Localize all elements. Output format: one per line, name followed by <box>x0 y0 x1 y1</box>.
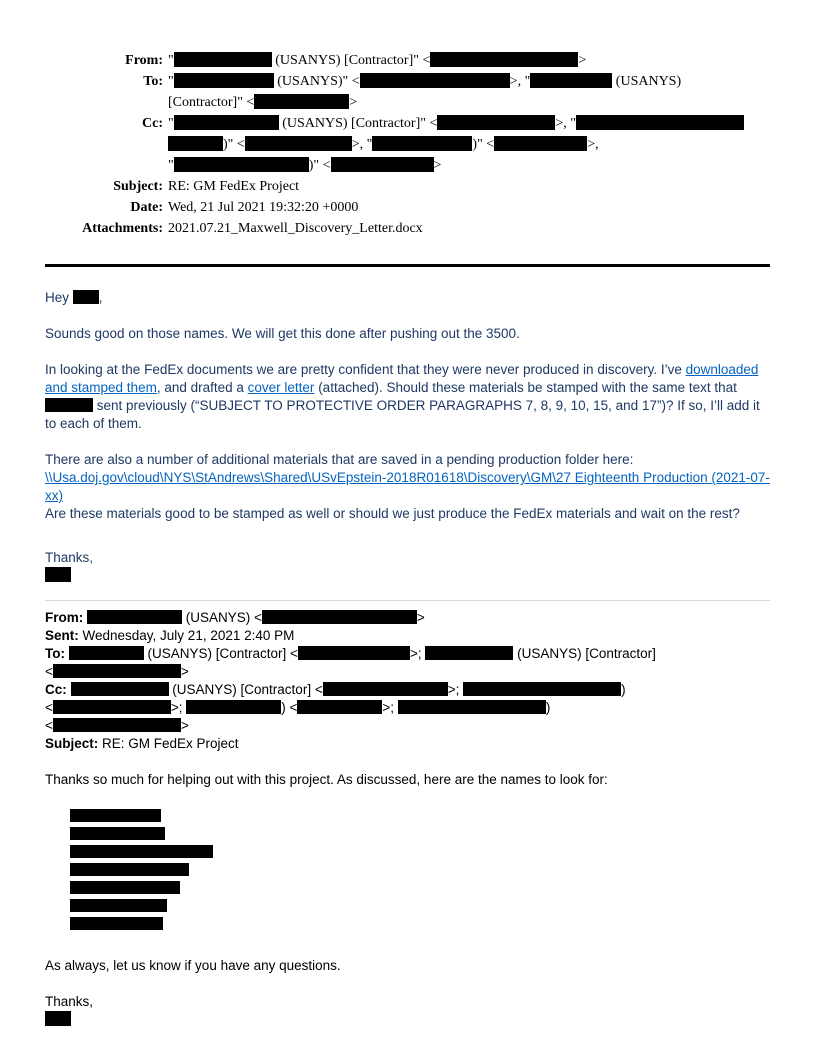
quoted-value-from: (USANYS) < > <box>83 610 425 625</box>
quoted-header-sent <box>45 627 770 645</box>
redaction-box <box>262 610 417 624</box>
header-row-date <box>45 197 770 218</box>
header-label-subject: Subject: <box>113 179 163 194</box>
redaction-box <box>297 700 382 714</box>
header-label-cc: Cc: <box>142 116 163 131</box>
redaction-box <box>576 115 744 130</box>
quoted-label-from: From: <box>45 610 84 625</box>
quoted-signature-redacted <box>45 1011 770 1029</box>
quoted-label-cc: Cc: <box>45 682 67 697</box>
redaction-box <box>73 290 99 304</box>
header-value-subject: RE: GM FedEx Project <box>168 179 300 194</box>
redaction-box <box>360 73 510 88</box>
redaction-box <box>87 610 182 624</box>
header-label-date: Date: <box>130 200 163 215</box>
quoted-paragraph-thanks-helping: Thanks so much for helping out with this project. As discussed, here are the names to look for: <box>45 772 608 787</box>
redaction-box <box>53 664 181 678</box>
redaction-box <box>69 646 144 660</box>
hyperlink[interactable]: downloaded and stamped them <box>45 362 759 395</box>
header-value-to: " (USANYS)" < >, " (USANYS) [Contractor]" < > <box>168 74 682 110</box>
header-row-subject <box>45 176 770 197</box>
hyperlink[interactable]: \\Usa.doj.gov\cloud\NYS\StAndrews\Shared\USvEpstein-2018R01618\Discovery\GM\27 Eighteenth Production (2021-07-xx) <box>45 470 770 503</box>
quoted-header-from <box>45 609 770 627</box>
header-label-attachments: Attachments: <box>82 221 163 236</box>
quoted-value-subject: RE: GM FedEx Project <box>98 736 239 751</box>
redaction-box <box>168 136 223 151</box>
closing-line: Thanks, <box>45 550 94 565</box>
redaction-box <box>70 809 161 822</box>
header-value-attachment-filename[interactable]: 2021.07.21_Maxwell_Discovery_Letter.docx <box>168 221 423 236</box>
redaction-box <box>71 682 169 696</box>
email-body-current <box>45 289 770 585</box>
redaction-box <box>437 115 555 130</box>
quoted-header-to <box>45 645 770 681</box>
header-value-from: " (USANYS) [Contractor]" < > <box>168 53 587 68</box>
redaction-box <box>298 646 410 660</box>
redaction-box <box>430 52 578 67</box>
redaction-box <box>254 94 349 109</box>
quoted-closing-line: Thanks, <box>45 994 94 1009</box>
redaction-box <box>245 136 352 151</box>
redaction-box <box>70 917 163 930</box>
redaction-box <box>45 567 71 582</box>
redaction-box <box>494 136 587 151</box>
header-label-to: To: <box>143 74 163 89</box>
email-quoted <box>45 609 770 1029</box>
quoted-label-sent: Sent: <box>45 628 79 643</box>
quoted-paragraph-questions: As always, let us know if you have any questions. <box>45 958 341 973</box>
redaction-box <box>45 398 93 412</box>
greeting-line: Hey , <box>45 290 103 305</box>
redaction-box <box>174 157 309 172</box>
quoted-value-sent: Wednesday, July 21, 2021 2:40 PM <box>78 628 295 643</box>
redaction-box <box>323 682 448 696</box>
redaction-box <box>70 881 180 894</box>
redaction-box <box>53 718 181 732</box>
quoted-header-cc <box>45 681 770 735</box>
signature-redacted <box>45 567 770 585</box>
email-header-block <box>45 50 770 239</box>
redaction-box <box>398 700 546 714</box>
paragraph-sounds-good: Sounds good on those names. We will get this done after pushing out the 3500. <box>45 326 520 341</box>
header-label-from: From: <box>125 53 163 68</box>
header-row-to <box>45 71 770 113</box>
header-row-cc <box>45 113 770 176</box>
redaction-box <box>372 136 472 151</box>
redaction-box <box>463 682 621 696</box>
hyperlink[interactable]: cover letter <box>247 380 315 395</box>
header-value-cc: " (USANYS) [Contractor]" < >, " )" < >, " )" < >, " )" < > <box>168 113 770 176</box>
quoted-value-cc: (USANYS) [Contractor] < >; ) < >; ) < >; ) < > <box>45 682 626 733</box>
redaction-box <box>425 646 513 660</box>
redacted-names-list <box>70 807 770 933</box>
quoted-label-to: To: <box>45 646 65 661</box>
redaction-box <box>331 157 434 172</box>
redaction-box <box>186 700 281 714</box>
redaction-box <box>174 52 272 67</box>
quoted-label-subject: Subject: <box>45 736 99 751</box>
quoted-value-to: (USANYS) [Contractor] < >; (USANYS) [Contractor] < > <box>45 646 656 679</box>
header-row-attachments <box>45 218 770 239</box>
header-value-date: Wed, 21 Jul 2021 19:32:20 +0000 <box>168 200 359 215</box>
header-divider-rule <box>45 264 770 267</box>
paragraph-fedex-documents: In looking at the FedEx documents we are pretty confident that they were never produced in discovery. I’ve downloaded and stamped them, and drafted a cover letter (attached). Should these materials be stamped with the same text that sent previously (“SUBJECT TO PROTECTIVE ORDER PARAGRAPHS 7, 8, 9, 10, 15, and 17”)? If so, I’ll add it to each of them. <box>45 362 760 431</box>
redaction-box <box>70 863 189 876</box>
redaction-box <box>174 73 274 88</box>
redaction-box <box>53 700 171 714</box>
quoted-email-divider <box>45 600 770 601</box>
redaction-box <box>70 899 167 912</box>
quoted-header-subject <box>45 735 770 753</box>
redaction-box <box>70 845 213 858</box>
redaction-box <box>174 115 279 130</box>
redaction-box <box>530 73 612 88</box>
redaction-box <box>70 827 165 840</box>
paragraph-pending-production: There are also a number of additional materials that are saved in a pending production folder here: \\Usa.doj.gov\cloud\NYS\StAndrews\Shared\USvEpstein-2018R01618\Discovery\GM\27 Eighteenth Production (2021-07-xx) Are these materials good to be stamped as well or should we just produce the FedEx materials and wait on the rest? <box>45 452 770 521</box>
redaction-box <box>45 1011 71 1026</box>
header-row-from <box>45 50 770 71</box>
